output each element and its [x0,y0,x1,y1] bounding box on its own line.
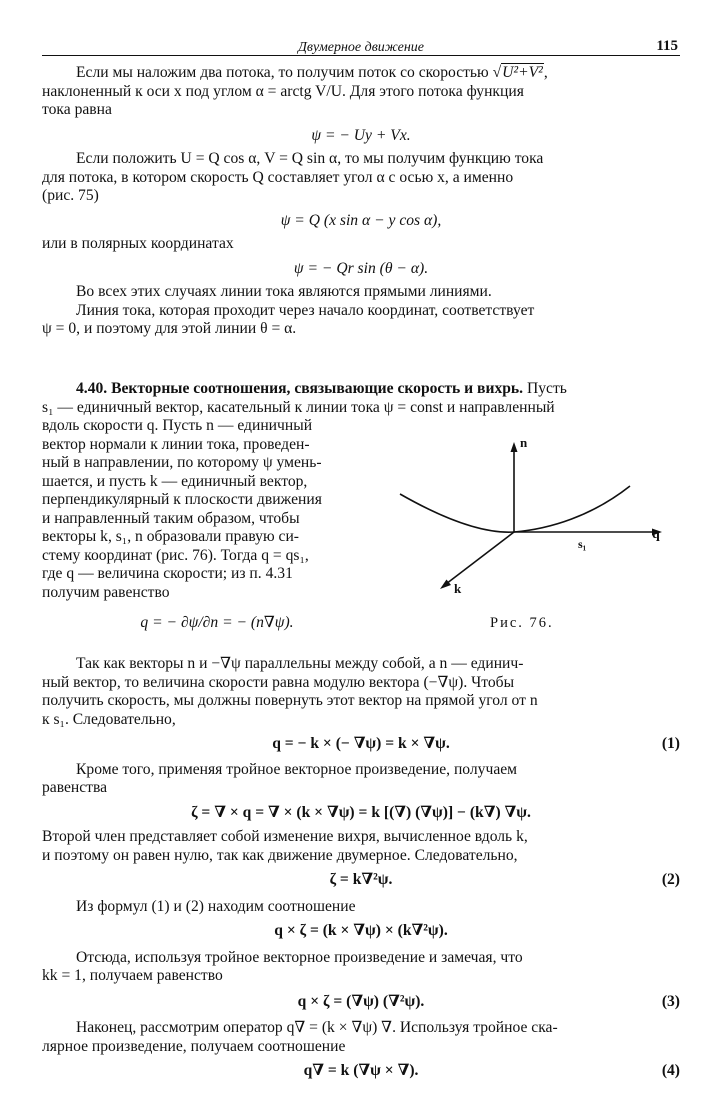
paragraph-parallel-line1: Так как векторы n и −∇ψ параллельны между собой, а n — единич- [76,655,524,672]
paragraph-substitution-line2: для потока, в котором скорость Q составляет угол α с осью x, а именно [42,168,514,186]
paragraph-superposition-line1 [42,64,680,83]
equation-vorticity-expansion: ζ = ∇ × q = ∇ × (k × ∇ψ) = k [(∇) (∇ψ)] − (k∇) ∇ψ. [191,803,531,821]
paragraph-origin-line2: ψ = 0, и поэтому для этой линии θ = α. [42,320,297,337]
paragraph-straight-lines: Во всех этих случаях линии тока являются прямыми линиями. [76,283,492,300]
paragraph-second-term-line1: Второй член представляет собой изменение вихря, вычисленное вдоль k, [42,828,528,845]
paragraph-polar: или в полярных координатах [42,235,234,252]
label-q: q [652,527,660,542]
running-title: Двумерное движение [297,40,425,55]
section-line4: вектор нормали к линии тока, проведен- [42,435,310,453]
equation-4 [42,1062,680,1081]
section-line11: где q — величина скорости; из п. 4.31 [42,565,293,582]
section-title: Векторные соотношения, связывающие скорость и вихрь. [111,380,524,397]
equation-1 [42,735,680,754]
equation-4-number: (4) [661,1062,680,1079]
paragraph-triple-line2: равенства [42,779,108,796]
paragraph-operator-line1: Наконец, рассмотрим оператор q∇ = (k × ∇ψ) ∇. Используя тройное ска- [76,1019,558,1036]
section-line8: и направленный таким образом, чтобы [42,509,300,527]
equation-psi-polar: ψ = − Qr sin (θ − α). [293,259,429,277]
paragraph-operator-line2: лярное произведение, получаем соотношение [42,1037,346,1055]
text-block-bottom [42,655,680,1081]
section-line6: шается, и пусть k — единичный вектор, [42,472,308,490]
section-line10: стему координат (рис. 76). Тогда q = qs₁, [42,546,309,564]
text-span: Если мы наложим два потока, то получим поток со скоростью [76,64,493,81]
arrow-n-head [511,442,518,452]
section-line2: s₁ — единичный вектор, касательный к линии тока ψ = const и направленный [42,398,555,416]
equation-2-text: ζ = k∇²ψ. [329,871,393,888]
paragraph-triple-line1: Кроме того, применяя тройное векторное произведение, получаем [76,760,518,778]
paragraph-substitution-line3: (рис. 75) [42,187,99,204]
equation-1-text: q = − k × (− ∇ψ) = k × ∇ψ. [272,735,450,752]
equation-2 [42,871,680,890]
paragraph-parallel-line4: к s₁. Следовательно, [42,710,176,728]
equation-3-text: q × ζ = (∇ψ) (∇²ψ). [297,992,425,1010]
label-s1: s₁ [578,537,587,551]
figure-76 [392,436,682,646]
text-block-top [42,64,680,339]
equation-2-number: (2) [661,871,680,888]
paragraph-parallel-line3: получить скорость, мы должны повернуть этот вектор на прямой угол от n [42,692,538,709]
header-rule [42,55,680,56]
axis-k [446,532,514,584]
text-span: , [543,64,548,81]
paragraph-superposition-line2: наклоненный к оси x под углом α = arctg V/U. Для этого потока функция [42,82,524,100]
section-line9: векторы k, s₁, n образовали правую си- [42,528,299,545]
section-line5: ный в направлении, по которому ψ умень- [42,454,322,471]
wrapped-text [42,417,392,633]
equation-q-gradient: q = − ∂ψ/∂n = − (n∇ψ). [140,614,294,631]
page-number: 115 [656,38,678,54]
paragraph-hence-line2: kk = 1, получаем равенство [42,967,223,984]
section-heading-line [42,380,680,399]
section-line12: получим равенство [42,583,170,601]
text-span: Пусть [523,380,567,397]
label-n: n [520,435,528,450]
equation-4-text: q∇ = k (∇ψ × ∇). [303,1062,419,1079]
paragraph-substitution-line1: Если положить U = Q cos α, V = Q sin α, то мы получим функцию тока [76,150,544,167]
section-line7: перпендикулярный к плоскости движения [42,491,322,508]
sqrt-symbol: √ [492,64,502,81]
page-header [42,36,680,58]
paragraph-superposition-line3: тока равна [42,101,112,118]
sqrt-expression: U²+V² [502,64,543,81]
paragraph-from-formulas: Из формул (1) и (2) находим соотношение [76,897,356,915]
equation-cross-product: q × ζ = (k × ∇ψ) × (k∇²ψ). [274,922,448,939]
figure-76-diagram [392,436,682,606]
section-number: 4.40. [76,380,108,397]
equation-psi-sum: ψ = − Uy + Vx. [311,126,411,144]
equation-3-number: (3) [661,992,680,1010]
equation-3 [42,993,680,1012]
equation-psi-angle: ψ = Q (x sin α − y cos α), [280,211,442,229]
paragraph-second-term-line2: и поэтому он равен нулю, так как движение двумерное. Следовательно, [42,846,518,864]
equation-1-number: (1) [661,735,680,752]
figure-caption: Рис. 76. [490,615,554,631]
paragraph-origin-line1: Линия тока, которая проходит через начало координат, соответствует [76,301,535,319]
section-line3: вдоль скорости q. Пусть n — единичный [42,417,313,434]
paragraph-hence-line1: Отсюда, используя тройное векторное произведение и замечая, что [76,948,523,966]
paragraph-parallel-line2: ный вектор, то величина скорости равна модулю вектора (−∇ψ). Чтобы [42,673,515,691]
label-k: k [454,581,462,596]
streamline-curve [400,486,630,532]
